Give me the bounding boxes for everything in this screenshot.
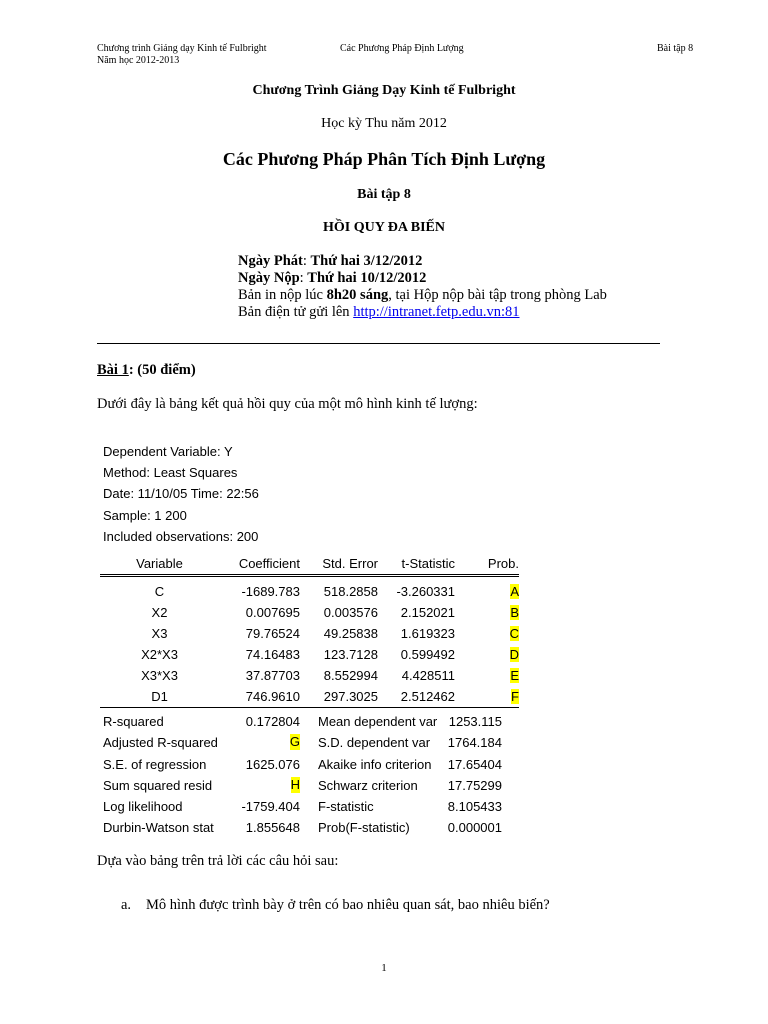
- stat-value: H: [290, 776, 300, 792]
- question-a-text: Mô hình được trình bày ở trên có bao nhiêu quan sát, bao nhiêu biến?: [146, 897, 550, 913]
- column-header: Variable: [100, 553, 219, 576]
- exercise-intro: Dưới đây là bảng kết quả hồi quy của một mô hình kinh tế lượng:: [97, 396, 478, 412]
- std-error-cell: 123.7128: [323, 647, 378, 662]
- prob-cell: D: [509, 647, 519, 662]
- column-header: Coefficient: [219, 553, 300, 576]
- table-row: [100, 665, 519, 686]
- stat-label: R-squared: [103, 714, 164, 729]
- table-row: [100, 602, 519, 623]
- assignment-title: Bài tập 8: [357, 187, 411, 202]
- exercise-label: Bài 1: [97, 362, 129, 378]
- stat-label: Sum squared resid: [103, 777, 213, 793]
- stats-row: [100, 775, 519, 796]
- issue-value: Thứ hai 3/12/2012: [310, 253, 423, 269]
- electronic-submission: [238, 304, 520, 321]
- coefficient-cell: -1689.783: [241, 584, 300, 599]
- due-value: Thứ hai 10/12/2012: [307, 270, 427, 286]
- t-stat-cell: 0.599492: [400, 647, 455, 662]
- coefficients-table: [100, 553, 519, 708]
- intranet-link[interactable]: http://intranet.fetp.edu.vn:81: [353, 304, 520, 320]
- stat-label: Adjusted R-squared: [103, 735, 218, 751]
- issue-label: Ngày Phát: [238, 253, 303, 269]
- header-right: Bài tập 8: [657, 43, 694, 54]
- coefficient-cell: 0.007695: [245, 605, 300, 620]
- stat-label: Prob(F-statistic): [318, 820, 410, 836]
- stat-value: G: [289, 734, 300, 750]
- question-a-marker: a.: [121, 897, 132, 913]
- separator-line: [97, 343, 660, 344]
- program-title: Chương Trình Giảng Dạy Kinh tế Fulbright: [252, 83, 516, 98]
- t-stat-cell: 2.512462: [378, 686, 455, 708]
- variable-cell: X3*X3: [141, 668, 178, 683]
- table-row: [100, 644, 519, 665]
- table-row: [100, 623, 519, 644]
- dependent-variable: Dependent Variable: Y: [103, 444, 233, 459]
- semester-title: Học kỳ Thu năm 2012: [321, 116, 447, 131]
- prob-cell: E: [510, 668, 519, 683]
- stats-row: [100, 817, 519, 838]
- course-title: Các Phương Pháp Phân Tích Định Lượng: [222, 149, 546, 169]
- stat-label: S.D. dependent var: [318, 735, 431, 751]
- t-stat-cell: -3.260331: [396, 584, 455, 599]
- variable-cell: X2: [151, 605, 168, 620]
- t-stat-cell: 4.428511: [401, 668, 455, 683]
- electronic-prefix: Bản điện tử gửi lên: [238, 304, 354, 320]
- print-submission: [238, 287, 607, 304]
- variable-cell: C: [154, 584, 165, 599]
- stat-label: Durbin-Watson stat: [103, 820, 214, 836]
- stat-value: 1.855648: [245, 820, 300, 836]
- page-number: 1: [381, 962, 387, 974]
- column-header: Std. Error: [300, 553, 378, 576]
- coefficient-cell: 79.76524: [245, 626, 300, 641]
- variable-cell: D1: [100, 686, 219, 708]
- std-error-cell: 0.003576: [323, 605, 378, 620]
- questions-intro: Dựa vào bảng trên trả lời các câu hỏi sau:: [97, 853, 339, 869]
- prob-cell: B: [510, 605, 519, 620]
- print-time: 8h20 sáng: [326, 287, 389, 303]
- stat-value: -1759.404: [241, 799, 300, 815]
- stat-value: 1253.115: [448, 714, 502, 729]
- prob-cell: A: [510, 584, 519, 599]
- stat-value: 17.75299: [447, 777, 502, 793]
- stat-value: 0.000001: [447, 820, 502, 836]
- print-suffix: , tại Hộp nộp bài tập trong phòng Lab: [388, 287, 607, 303]
- std-error-cell: 8.552994: [323, 668, 378, 683]
- table-row: [100, 581, 519, 602]
- coefficient-cell: 746.9610: [219, 686, 300, 708]
- stat-label: F-statistic: [318, 799, 374, 815]
- stat-label: Akaike info criterion: [318, 756, 432, 772]
- table-header-row: [100, 553, 519, 576]
- stat-value: 0.172804: [245, 714, 300, 729]
- stat-label: Log likelihood: [103, 799, 183, 815]
- stat-label: S.E. of regression: [103, 756, 207, 772]
- variable-cell: X2*X3: [141, 647, 178, 662]
- stat-value: 8.105433: [447, 799, 502, 815]
- header-left-line2: Năm học 2012-2013: [97, 55, 180, 66]
- column-header: t-Statistic: [378, 553, 455, 576]
- std-error-cell: 49.25838: [323, 626, 378, 641]
- due-label: Ngày Nộp: [238, 270, 300, 286]
- method: Method: Least Squares: [103, 465, 238, 480]
- std-error-cell: 518.2858: [323, 584, 378, 599]
- prob-cell: F: [511, 689, 519, 704]
- column-header: Prob.: [455, 553, 519, 576]
- topic-title: HỒI QUY ĐA BIẾN: [322, 220, 445, 235]
- t-stat-cell: 2.152021: [400, 605, 455, 620]
- coefficient-cell: 37.87703: [245, 668, 300, 683]
- stats-row: [100, 732, 519, 753]
- print-prefix: Bản in nộp lúc: [238, 287, 327, 303]
- header-left-line1: Chương trình Giảng dạy Kinh tế Fulbright: [97, 43, 267, 54]
- due-date: Ngày Nộp: Thứ hai 10/12/2012: [238, 270, 427, 286]
- stats-row: [100, 711, 519, 732]
- std-error-cell: 297.3025: [300, 686, 378, 708]
- stats-row: [100, 796, 519, 817]
- date-time: Date: 11/10/05 Time: 22:56: [103, 486, 259, 501]
- stats-row: [100, 754, 519, 775]
- stat-value: 1764.184: [447, 735, 502, 751]
- prob-cell: C: [509, 626, 519, 641]
- summary-stats: [100, 711, 519, 839]
- stat-value: 17.65404: [447, 756, 502, 772]
- stat-value: 1625.076: [245, 756, 300, 772]
- variable-cell: X3: [151, 626, 168, 641]
- header-center: Các Phương Pháp Định Lượng: [340, 43, 464, 54]
- t-stat-cell: 1.619323: [400, 626, 455, 641]
- table-row: [100, 686, 519, 708]
- coefficient-cell: 74.16483: [245, 647, 300, 662]
- stat-label: Mean dependent var: [318, 714, 438, 729]
- exercise-heading: [97, 362, 196, 379]
- issue-date: Ngày Phát: Thứ hai 3/12/2012: [238, 253, 423, 269]
- observations: Included observations: 200: [103, 529, 259, 544]
- stat-label: Schwarz criterion: [318, 777, 418, 793]
- sample: Sample: 1 200: [103, 508, 187, 523]
- exercise-points: : (50 điểm): [128, 362, 196, 378]
